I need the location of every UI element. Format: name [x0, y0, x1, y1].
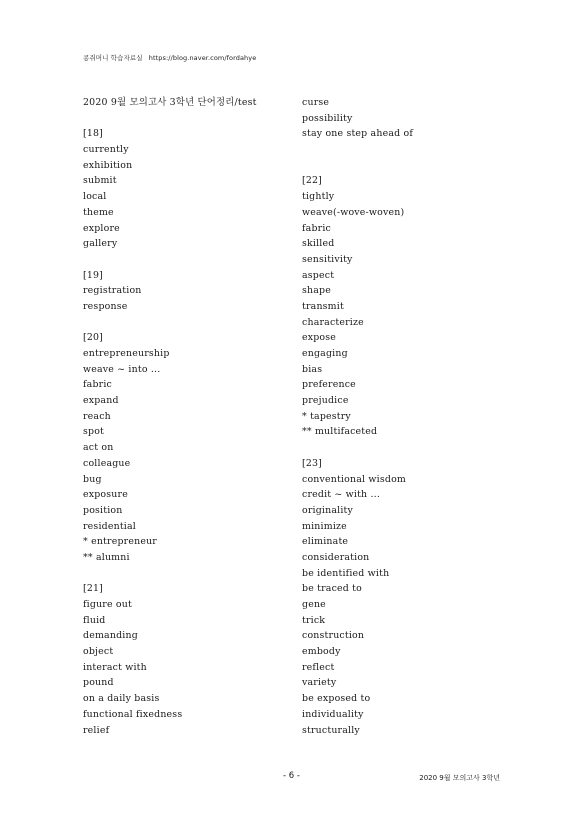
vocab-item: expand	[83, 395, 119, 407]
section-number: [21]	[83, 583, 104, 595]
vocab-item: fabric	[83, 379, 112, 391]
vocab-item: trick	[302, 614, 326, 626]
vocab-item: structurally	[302, 724, 360, 736]
vocab-item: object	[83, 646, 114, 658]
right-column	[302, 95, 502, 738]
vocab-item: variety	[302, 677, 337, 689]
vocab-item: curse	[302, 97, 330, 108]
vocab-item: local	[83, 191, 107, 203]
vocab-item: shape	[302, 285, 331, 297]
vocab-item: eliminate	[302, 536, 349, 548]
blank-line	[302, 158, 502, 174]
vocab-item: weave(-wove-woven)	[302, 206, 405, 218]
vocab-item: interact with	[83, 661, 147, 673]
right-word-list	[302, 95, 502, 738]
vocab-item: exhibition	[83, 159, 133, 171]
vocab-item: individuality	[302, 708, 364, 720]
blank-line	[302, 142, 502, 158]
vocab-item: entrepreneurship	[83, 348, 170, 359]
document-title: 2020 9월 모의고사 3학년 단어정리/test	[83, 97, 257, 108]
section-number: [23]	[302, 457, 323, 469]
vocab-item: explore	[83, 222, 120, 234]
vocab-item: bug	[83, 473, 102, 485]
blank-line	[83, 111, 283, 127]
vocab-item: demanding	[83, 630, 138, 642]
vocab-item: response	[83, 300, 128, 312]
vocab-item: conventional wisdom	[302, 473, 406, 485]
section-number: [19]	[83, 269, 104, 281]
vocab-item: be exposed to	[302, 693, 371, 705]
vocab-item: be traced to	[302, 583, 362, 595]
vocab-item: reach	[83, 410, 111, 422]
header-url: https://blog.naver.com/fordahye	[148, 54, 257, 62]
vocab-item: * tapestry	[302, 410, 351, 422]
vocab-item: reflect	[302, 661, 335, 673]
vocab-item: tightly	[302, 191, 335, 203]
section-number: [18]	[83, 128, 104, 140]
vocab-item: fabric	[302, 222, 331, 234]
vocab-item: ** alumni	[83, 551, 130, 563]
vocab-item: aspect	[302, 269, 335, 281]
vocab-item: submit	[83, 175, 117, 187]
vocab-item: fluid	[83, 614, 106, 626]
vocab-item: engaging	[302, 348, 348, 359]
vocab-item: characterize	[302, 316, 364, 328]
section-number: [22]	[302, 175, 323, 187]
left-column	[83, 95, 283, 738]
vocab-item: stay one step ahead of	[302, 128, 414, 140]
left-word-list	[83, 111, 283, 739]
vocab-item: pound	[83, 677, 114, 689]
vocab-item: currently	[83, 144, 129, 156]
vocab-item: possibility	[302, 112, 353, 124]
vocab-item: embody	[302, 646, 341, 658]
vocab-item: bias	[302, 363, 323, 375]
footer-exam-label: 2020 9월 모의고사 3학년	[419, 774, 500, 782]
vocab-item: expose	[302, 332, 337, 344]
section-number: [20]	[83, 332, 104, 344]
vocab-item: weave ~ into ...	[83, 363, 161, 375]
vocab-item: act on	[83, 442, 114, 454]
vocab-item: colleague	[83, 457, 131, 469]
vocab-item: * entrepreneur	[83, 536, 157, 548]
vocab-item: be identified with	[302, 567, 390, 579]
vocab-item: ** multifaceted	[302, 426, 378, 438]
vocab-item: registration	[83, 285, 142, 297]
page-header	[83, 53, 256, 62]
vocab-item: spot	[83, 426, 105, 438]
vocab-item: gallery	[83, 238, 118, 250]
vocab-item: on a daily basis	[83, 693, 160, 705]
vocab-item: originality	[302, 504, 354, 516]
vocab-item: theme	[83, 206, 114, 218]
vocab-item: functional fixedness	[83, 708, 183, 720]
vocab-item: figure out	[83, 599, 132, 610]
vocab-item: consideration	[302, 551, 370, 563]
vocab-item: preference	[302, 379, 356, 391]
vocab-item: prejudice	[302, 395, 349, 407]
vocab-item: minimize	[302, 520, 347, 532]
page-number: - 6 -	[283, 771, 300, 781]
header-author: 콩쥐머니 학습자료실	[83, 54, 143, 62]
blank-line	[83, 315, 283, 331]
vocab-item: position	[83, 504, 123, 516]
vocab-item: skilled	[302, 238, 335, 250]
vocab-item: credit ~ with ...	[302, 489, 381, 501]
vocab-item: relief	[83, 724, 110, 736]
blank-line	[83, 252, 283, 268]
blank-line	[83, 566, 283, 582]
vocab-item: sensitivity	[302, 253, 353, 265]
blank-line	[302, 440, 502, 456]
vocab-item: construction	[302, 630, 365, 642]
vocab-item: residential	[83, 520, 136, 532]
vocab-item: exposure	[83, 489, 128, 501]
vocab-item: transmit	[302, 300, 344, 312]
vocab-item: gene	[302, 599, 326, 610]
